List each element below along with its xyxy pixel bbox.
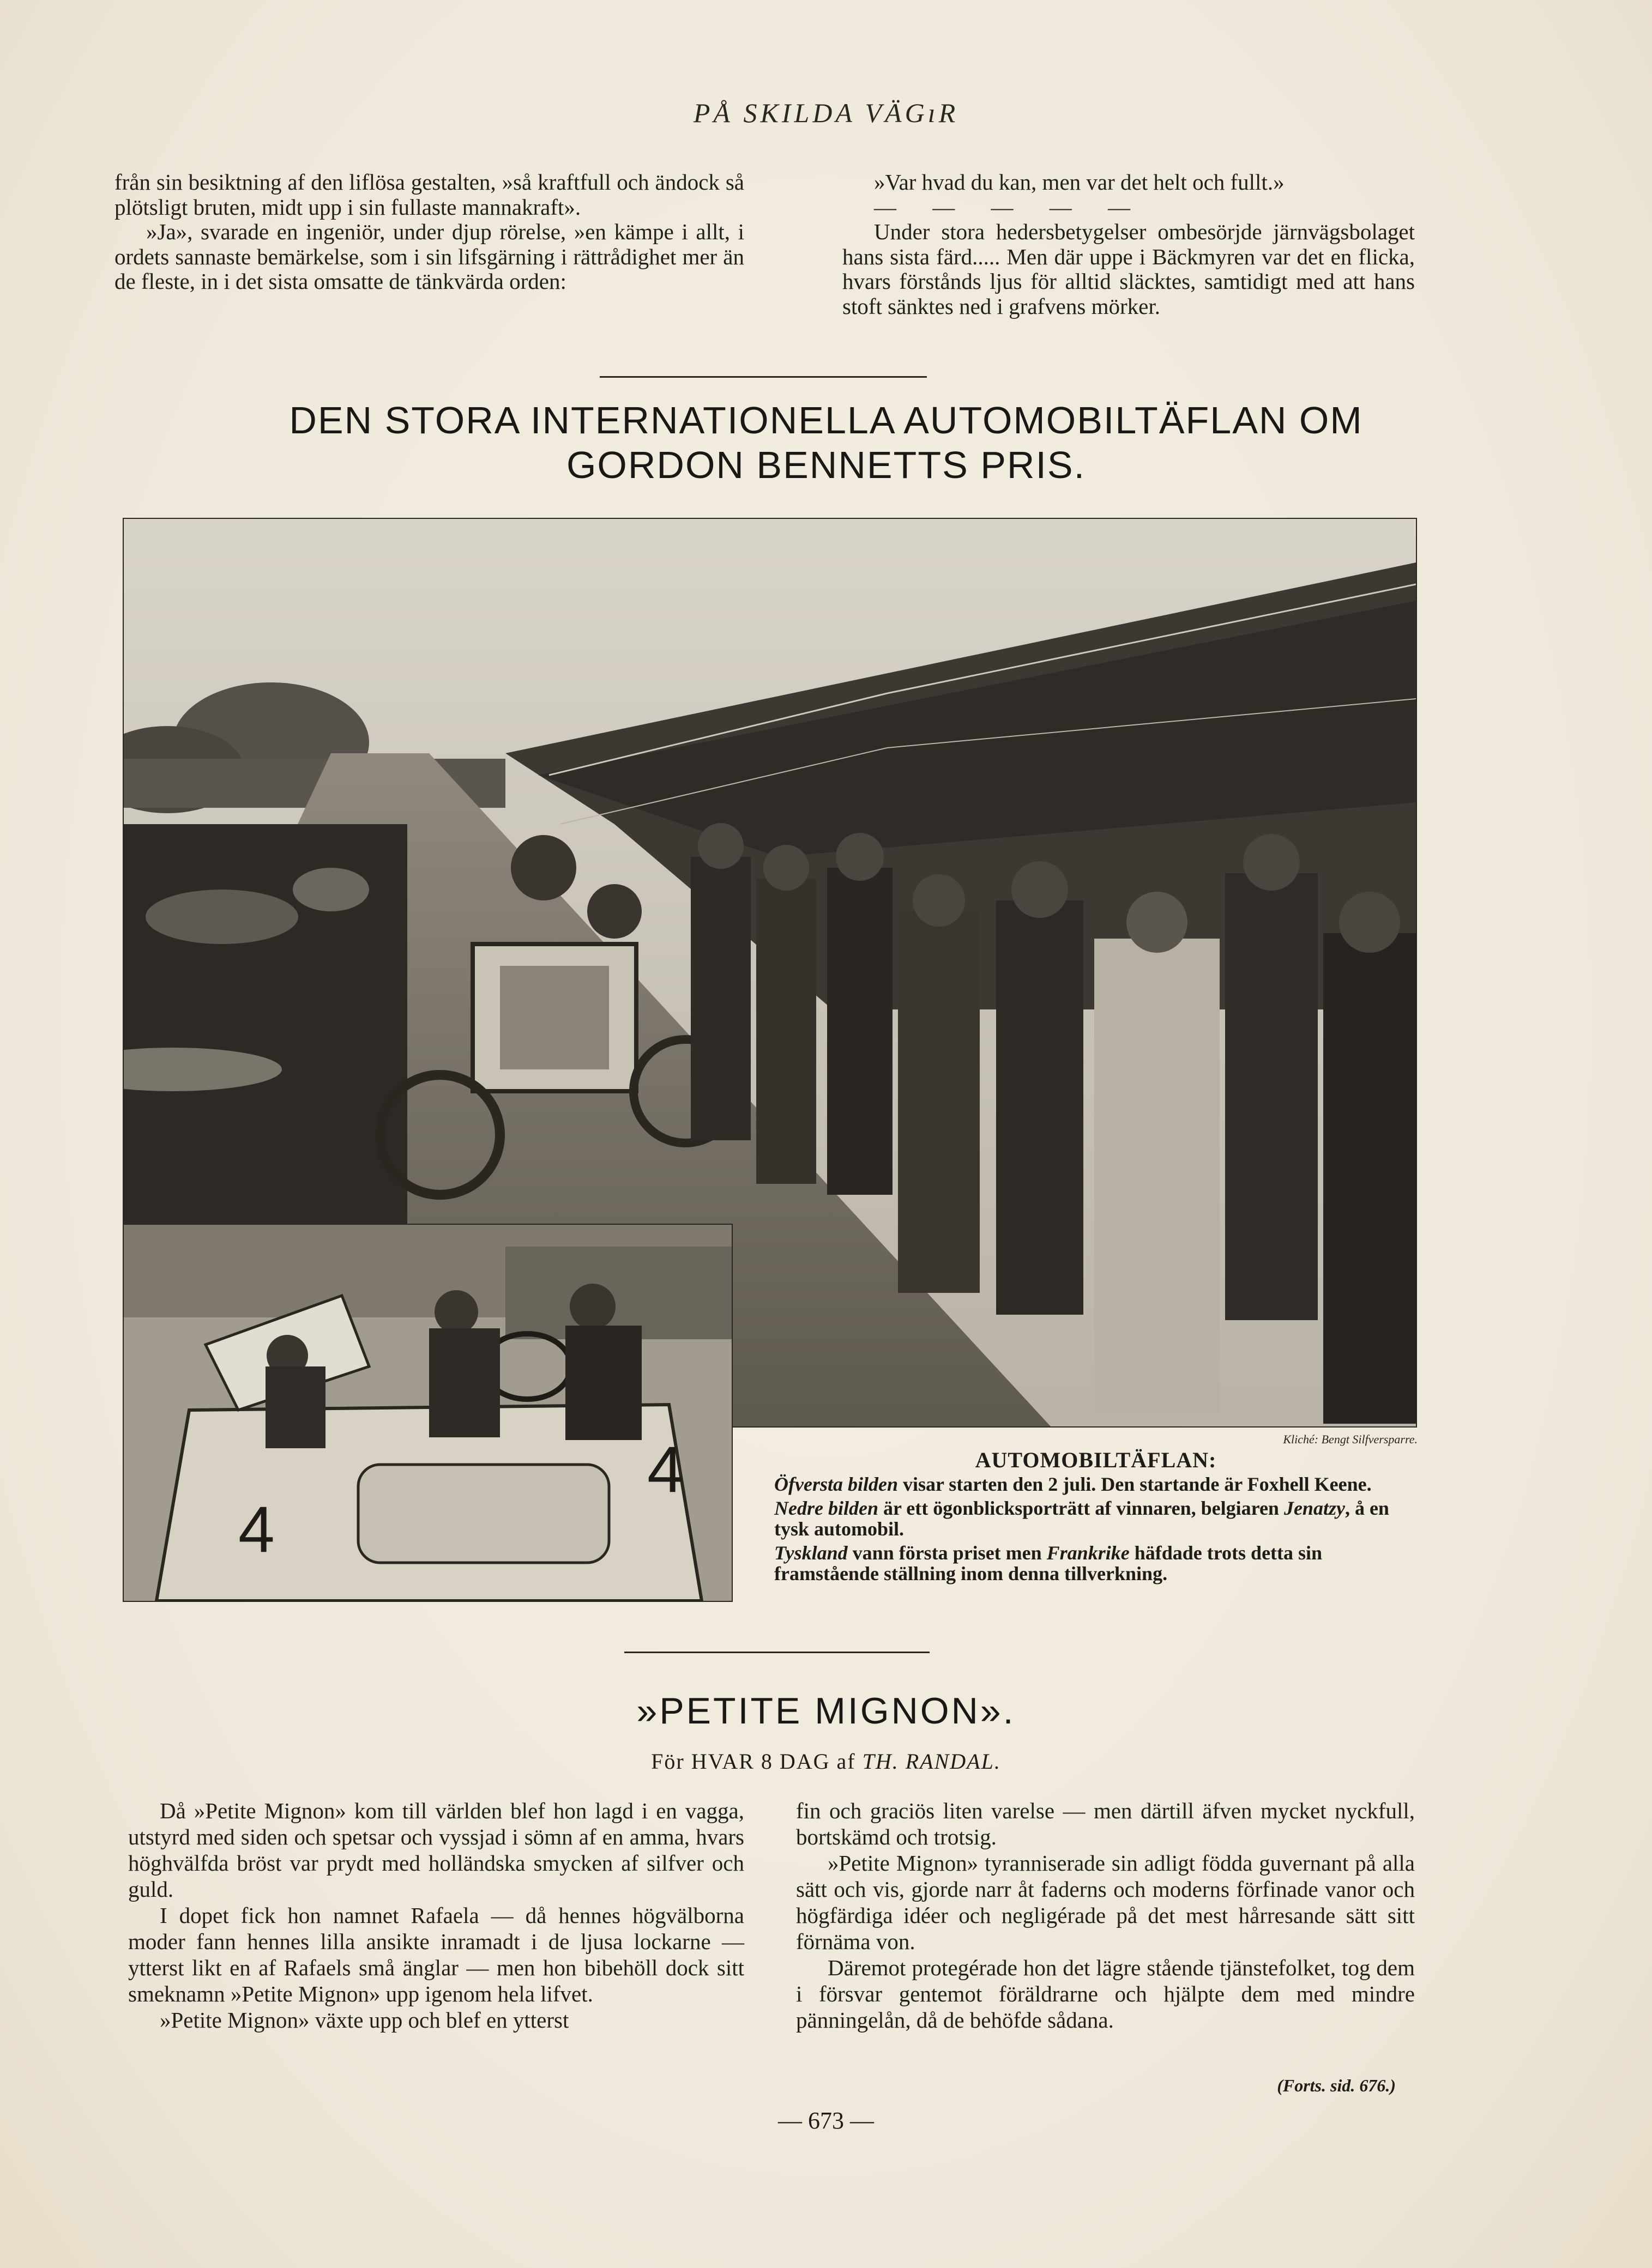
story-byline: För HVAR 8 DAG af TH. RANDAL. xyxy=(651,1749,1001,1774)
svg-text:4: 4 xyxy=(647,1433,684,1506)
paragraph: »Petite Mignon» växte upp och blef en ytterst xyxy=(160,2007,569,2033)
continuation-note: (Forts. sid. 676.) xyxy=(1277,2076,1396,2095)
article-headline-line2: GORDON BENNETTS PRIS. xyxy=(566,444,1086,486)
top-right-column xyxy=(842,170,1415,319)
caption-paragraph: Nedre bilden är ett ögonblicksporträtt af vinnaren, belgiaren Jenatzy, å en tysk automobil. xyxy=(774,1497,1389,1540)
winner-portrait-photo-image xyxy=(124,1225,732,1601)
paragraph: »Petite Mignon» tyranniserade sin adligt födda guvernant på alla sätt och vis, gjorde narr åt faderns och moderns förfinade vanor och högfärdiga idéer och negligérade på det mest hårresande sätt sitt förnäma von. xyxy=(796,1850,1415,1954)
caption-title: AUTOMOBILTÄFLAN: xyxy=(975,1448,1217,1472)
top-left-column xyxy=(114,170,744,294)
svg-text:4: 4 xyxy=(238,1493,275,1566)
winner-portrait-photo xyxy=(123,1224,733,1602)
photo-credit: Kliché: Bengt Silfversparre. xyxy=(1283,1432,1418,1446)
paragraph: fin och graciös liten varelse — men därtill äfven mycket nyckfull, bortskämd och trotsig. xyxy=(796,1798,1415,1849)
paragraph: Då »Petite Mignon» kom till världen blef hon lagd i en vagga, utstyrd med siden och spetsar och vyssjad i sömn af en amma, hvars höghvälfda bröst var prydt med holländska smycken af silfver och guld. xyxy=(128,1798,744,1902)
story-title: »PETITE MIGNON». xyxy=(636,1690,1016,1732)
page-number: — 673 — xyxy=(778,2107,874,2134)
section-rule xyxy=(600,376,927,378)
paragraph: Däremot protegérade hon det lägre stående tjänstefolket, tog dem i försvar gentemot föräldrarne och hjälpte dem med mindre pänningelån, då de behöfde sådana. xyxy=(796,1955,1415,2033)
paragraph: Under stora hedersbetygelser ombesörjde järnvägsbolaget hans sista färd..... Men där uppe i Bäckmyren var det en flicka, hvars förstånds ljus för alltid släcktes, samtidigt med att hans stoft sänktes ned i grafvens mörker. xyxy=(842,219,1415,319)
dash-separator: — — — — — xyxy=(874,194,1145,220)
story-right-column xyxy=(796,1798,1415,2033)
quote: »Var hvad du kan, men var det helt och fullt.» xyxy=(874,170,1285,195)
caption-paragraph: Tyskland vann första priset men Frankrike häfdade trots detta sin framstående ställning inom denna tillverkning. xyxy=(774,1542,1323,1584)
story-left-column xyxy=(128,1798,744,2033)
running-head: PÅ SKILDA VÄGıR xyxy=(693,98,959,128)
caption-paragraph: Öfversta bilden visar starten den 2 juli. Den startande är Foxhell Keene. xyxy=(774,1473,1372,1495)
paragraph: från sin besiktning af den liflösa gestalten, »så kraftfull och ändock så plötsligt bruten, midt upp i sin fullaste mannakraft». xyxy=(114,170,744,220)
section-rule xyxy=(624,1652,930,1653)
article-headline-line1: DEN STORA INTERNATIONELLA AUTOMOBILTÄFLAN OM xyxy=(289,399,1363,441)
caption-lead: Öfversta bilden xyxy=(774,1473,898,1495)
paragraph: »Ja», svarade en ingeniör, under djup rörelse, »en kämpe i allt, i ordets sannaste bemärkelse, som i sin lifsgärning i rättrådighet mer än de fleste, in i det sista omsatte de tänkvärda orden: xyxy=(114,219,744,294)
photo-caption xyxy=(774,1450,1418,1587)
caption-lead: Tyskland xyxy=(774,1542,848,1564)
author-name: TH. RANDAL. xyxy=(862,1749,1001,1774)
paragraph: I dopet fick hon namnet Rafaela — då hennes högvälborna moder fann hennes lilla ansikte inramadt i de ljusa lockarne — ytterst likt en af Rafaels små änglar — men hon bibehöll dock sitt smeknamn »Petite Mignon» upp igenom hela lifvet. xyxy=(128,1903,744,2006)
caption-lead: Nedre bilden xyxy=(774,1497,878,1519)
